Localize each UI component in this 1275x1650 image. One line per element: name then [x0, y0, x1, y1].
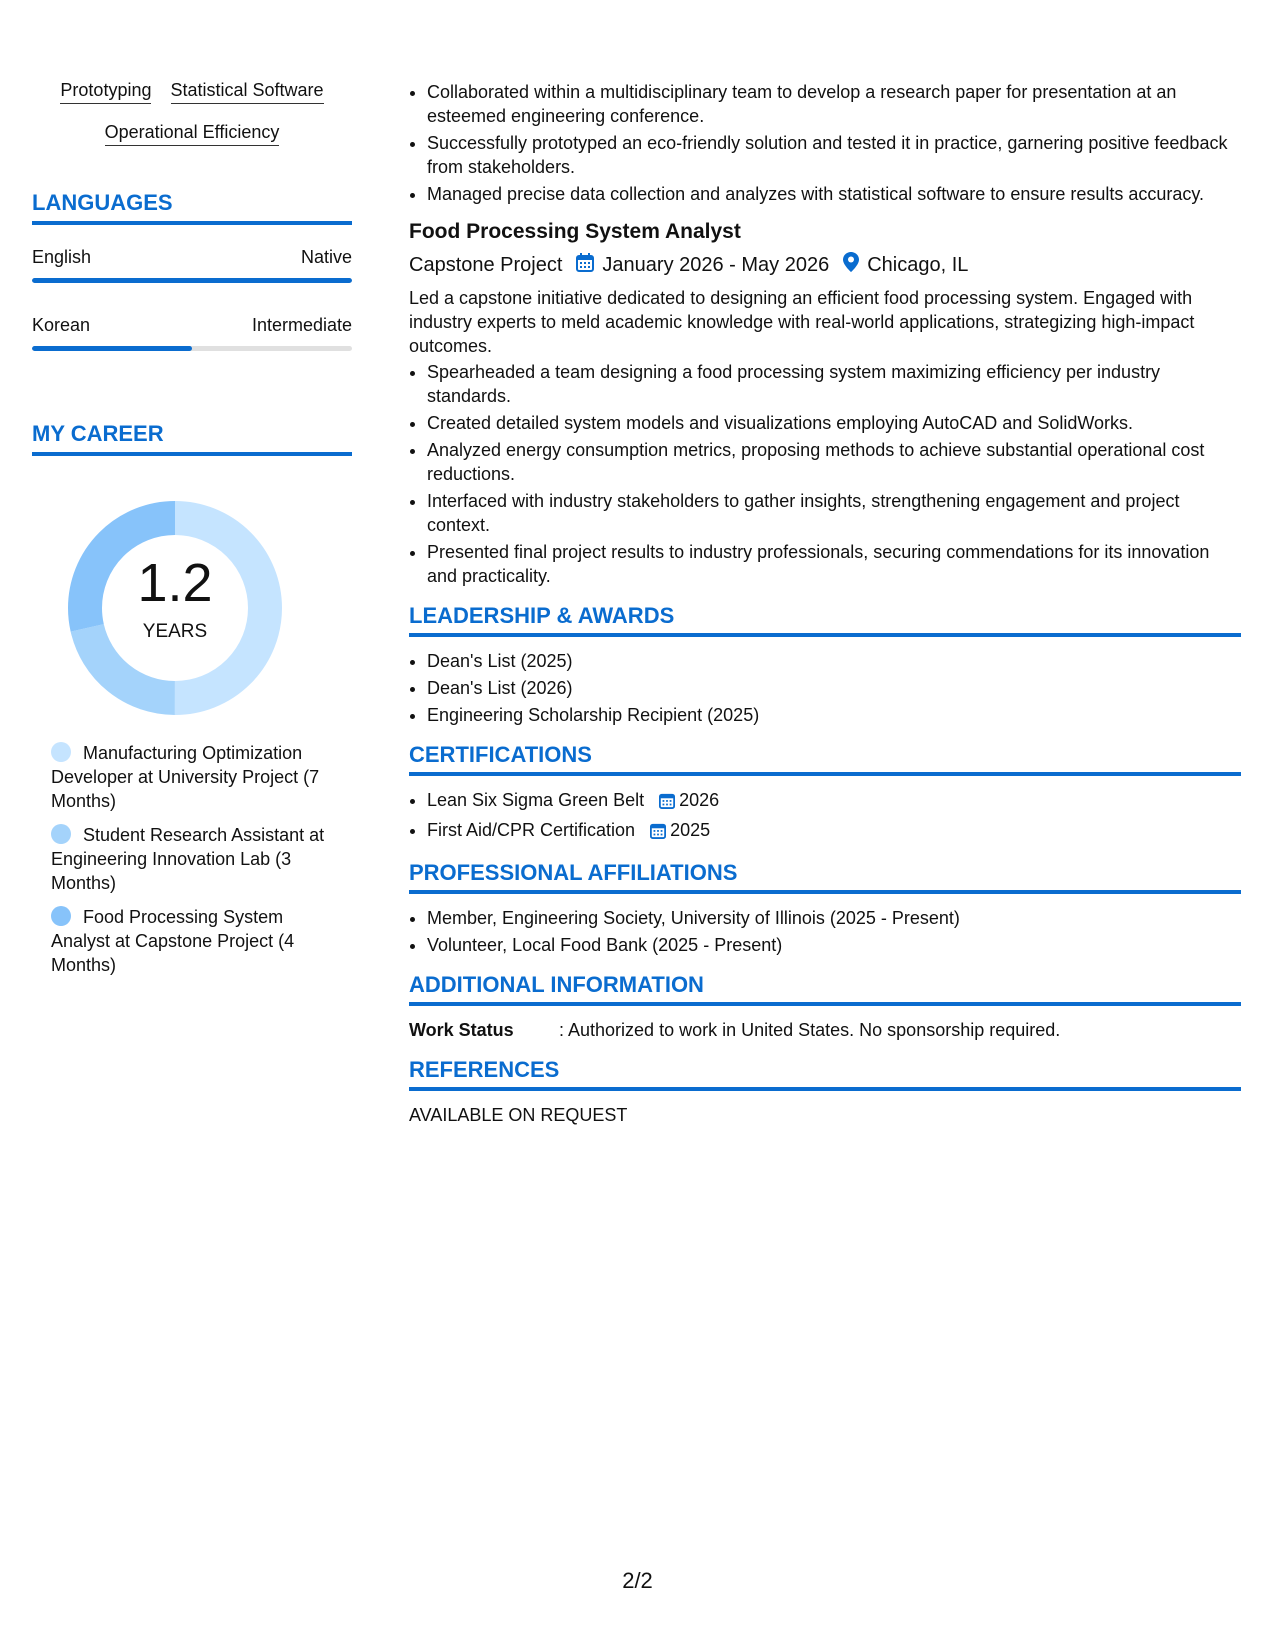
career-legend-item: [51, 905, 331, 977]
left-column: [32, 80, 352, 987]
languages-title: LANGUAGES: [32, 190, 352, 225]
career-legend: [32, 741, 352, 977]
references-text: AVAILABLE ON REQUEST: [409, 1105, 628, 1125]
skills-list: [32, 80, 352, 146]
work-status-label: Work Status: [409, 1020, 514, 1040]
legend-dot: [51, 906, 71, 926]
additional-info-title: ADDITIONAL INFORMATION: [409, 973, 1241, 1006]
certifications-list: [409, 788, 1241, 845]
calendar-icon: [576, 253, 594, 278]
bullet-item: • Presented final project results to industry professionals, securing commendations for its innovation and practicality.: [427, 540, 1241, 588]
language-level: Native: [300, 247, 352, 267]
affiliations-title: PROFESSIONAL AFFILIATIONS: [409, 861, 1241, 894]
calendar-icon: [650, 821, 666, 845]
bullet-item: • Managed precise data collection and analyzes with statistical software to ensure results accuracy.: [427, 182, 1241, 206]
career-item-text: Student Research Assistant at Engineering Innovation Lab (3 Months): [51, 825, 325, 893]
career-total-unit: YEARS: [142, 621, 208, 642]
legend-dot: [51, 824, 71, 844]
career-legend-item: [51, 823, 331, 895]
affiliations-list: [409, 906, 1241, 957]
certification-name: Lean Six Sigma Green Belt: [427, 790, 645, 810]
career-item-text: Food Processing System Analyst at Capstone Project (4 Months): [51, 907, 295, 975]
languages-section: [32, 190, 352, 351]
certification-item: [427, 818, 1241, 845]
award-item: • Engineering Scholarship Recipient (2025): [427, 703, 1241, 727]
bullet-item: • Collaborated within a multidisciplinary team to develop a research paper for presentation at an esteemed engineering conference.: [427, 80, 1241, 128]
certification-year: 2025: [670, 820, 711, 840]
language-level: Intermediate: [251, 315, 352, 335]
career-donut-chart: [32, 456, 352, 716]
language-bar: [32, 278, 352, 283]
references-title: REFERENCES: [409, 1058, 1241, 1091]
career-item-text: Manufacturing Optimization Developer at University Project (7 Months): [51, 743, 320, 811]
work-status-row: [409, 1018, 1241, 1042]
bullet-item: • Created detailed system models and visualizations employing AutoCAD and SolidWorks.: [427, 411, 1241, 435]
leadership-title: LEADERSHIP & AWARDS: [409, 604, 1241, 637]
language-row: [32, 247, 352, 268]
award-item: • Dean's List (2026): [427, 676, 1241, 700]
leadership-list: [409, 649, 1241, 727]
award-item: • Dean's List (2025): [427, 649, 1241, 673]
right-column: [409, 80, 1241, 1127]
language-bar: [32, 346, 352, 351]
location-pin-icon: [843, 252, 859, 278]
language-row: [32, 315, 352, 336]
job-meta: [409, 252, 1241, 278]
job-description: Led a capstone initiative dedicated to designing an efficient food processing system. Engaged with industry experts to meld academic knowledge with real-world applications, strategizing high-impact outcomes.: [409, 288, 1195, 356]
affiliation-item: • Volunteer, Local Food Bank (2025 - Present): [427, 933, 1241, 957]
language-bar-fill: [32, 278, 352, 283]
bullet-item: • Analyzed energy consumption metrics, proposing methods to achieve substantial operational cost reductions.: [427, 438, 1241, 486]
calendar-icon: [659, 791, 675, 815]
job-location: Chicago, IL: [867, 254, 969, 276]
certification-item: [427, 788, 1241, 815]
career-title: MY CAREER: [32, 421, 352, 456]
job-dates: January 2026 - May 2026: [602, 254, 830, 276]
job-org: Capstone Project: [409, 254, 563, 276]
language-name: English: [32, 247, 92, 267]
language-name: Korean: [32, 315, 91, 335]
certifications-title: CERTIFICATIONS: [409, 743, 1241, 776]
career-section: [32, 421, 352, 977]
bullet-item: • Spearheaded a team designing a food processing system maximizing efficiency per industry standards.: [427, 360, 1241, 408]
language-bar-fill: [32, 346, 192, 351]
bullet-item: • Successfully prototyped an eco-friendly solution and tested it in practice, garnering positive feedback from stakeholders.: [427, 131, 1241, 179]
certification-year: 2026: [679, 790, 720, 810]
affiliation-item: • Member, Engineering Society, University of Illinois (2025 - Present): [427, 906, 1241, 930]
career-legend-item: [51, 741, 331, 813]
bullet-item: • Interfaced with industry stakeholders to gather insights, strengthening engagement and project context.: [427, 489, 1241, 537]
skill-tag: Statistical Software: [171, 80, 324, 104]
page-number: 2/2: [622, 1568, 653, 1593]
work-status-value: : Authorized to work in United States. No sponsorship required.: [559, 1020, 1061, 1040]
skill-tag: Prototyping: [60, 80, 151, 104]
job-title: Food Processing System Analyst: [409, 220, 741, 243]
career-total-value: 1.2: [137, 553, 213, 613]
legend-dot: [51, 742, 71, 762]
experience-bullets: [409, 80, 1241, 206]
job-bullets: [409, 360, 1241, 588]
skill-tag: Operational Efficiency: [105, 122, 280, 146]
certification-name: First Aid/CPR Certification: [427, 820, 636, 840]
